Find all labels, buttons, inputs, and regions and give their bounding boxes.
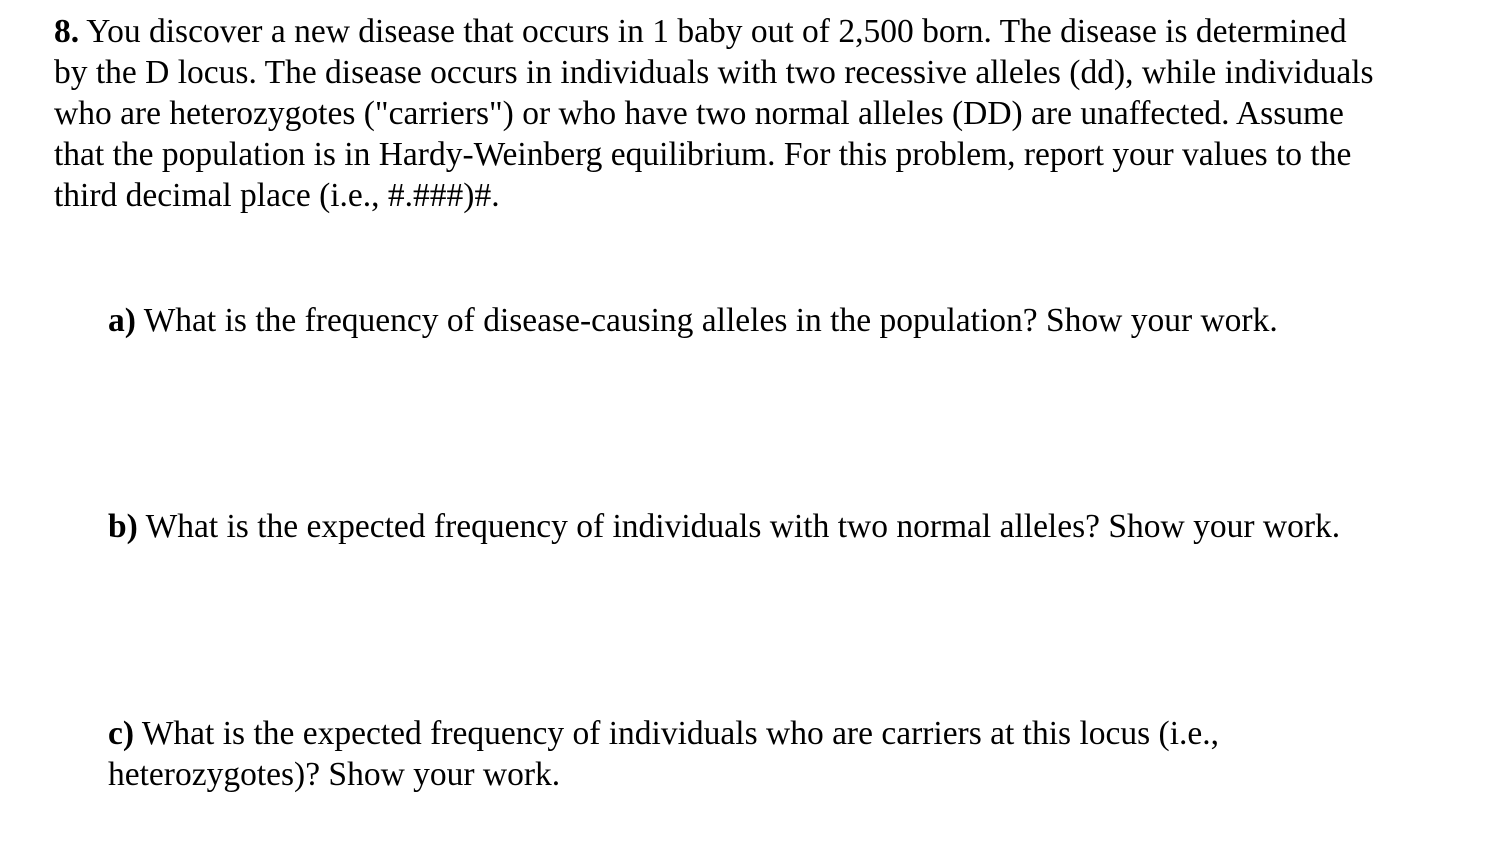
- question-c-label: c): [108, 715, 135, 752]
- question-b-text: What is the expected frequency of individuals with two normal alleles? Show your work.: [145, 508, 1341, 545]
- problem-number: 8.: [54, 13, 80, 50]
- problem-text-line-2: by the D locus. The disease occurs in individuals with two recessive alleles (dd), while individuals: [54, 54, 1374, 91]
- problem-text-line-4: that the population is in Hardy-Weinberg equilibrium. For this problem, report your values to the: [54, 136, 1352, 173]
- question-a-line-1: [108, 300, 1278, 341]
- question-b: [108, 506, 1340, 547]
- problem-text-line-1: You discover a new disease that occurs in 1 baby out of 2,500 born. The disease is determined: [86, 13, 1347, 50]
- question-c-text-line-1: What is the expected frequency of individuals who are carriers at this locus (i.e.,: [141, 715, 1219, 752]
- problem-line-1: [54, 11, 1494, 52]
- question-a-text: What is the frequency of disease-causing alleles in the population? Show your work.: [143, 302, 1278, 339]
- question-c-line-1: [108, 713, 1219, 754]
- question-a: [108, 300, 1278, 341]
- question-a-label: a): [108, 302, 136, 339]
- question-b-label: b): [108, 508, 138, 545]
- problem-text-line-5: third decimal place (i.e., #.###)#.: [54, 177, 500, 214]
- question-b-line-1: [108, 506, 1340, 547]
- problem-statement: [54, 11, 1494, 216]
- question-c: [108, 713, 1219, 795]
- problem-text-line-3: who are heterozygotes ("carriers") or who have two normal alleles (DD) are unaffected. Assume: [54, 95, 1344, 132]
- question-c-text-line-2: heterozygotes)? Show your work.: [108, 756, 561, 793]
